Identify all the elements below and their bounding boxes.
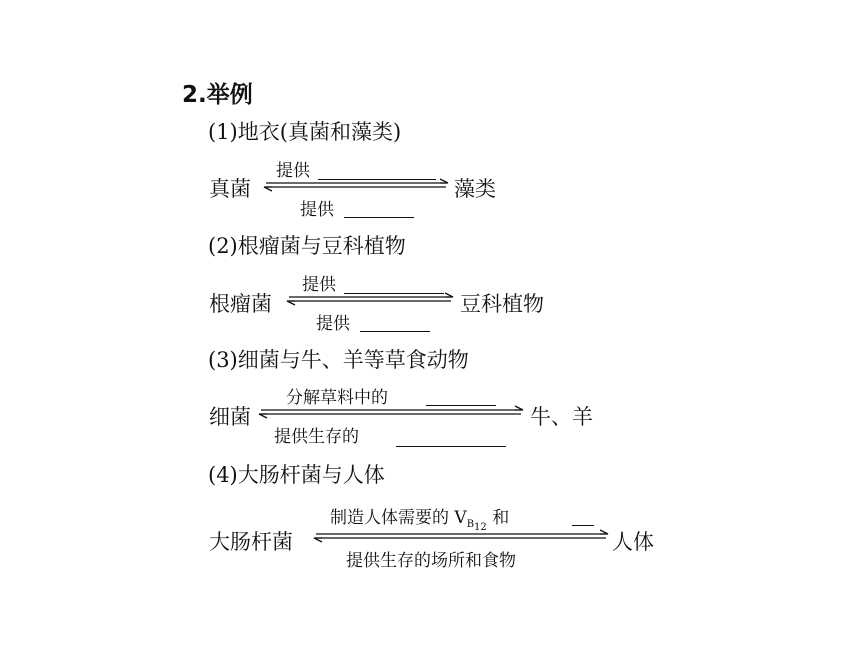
example-4-top-label-and: 和 — [492, 508, 510, 528]
example-3-right-term: 牛、羊 — [530, 405, 593, 429]
example-2-double-arrow — [285, 295, 457, 305]
example-3-bottom-blank — [396, 446, 506, 447]
vitamin-v: V — [454, 508, 467, 528]
example-1-double-arrow — [262, 181, 452, 191]
example-1-left-term: 真菌 — [209, 177, 251, 201]
example-3-top-label: 分解草料中的 — [286, 388, 388, 408]
example-4-title: (4)大肠杆菌与人体 — [208, 463, 385, 487]
example-2-top-label: 提供 — [302, 275, 336, 295]
example-3-left-term: 细菌 — [209, 405, 251, 429]
example-4-left-term: 大肠杆菌 — [209, 530, 293, 554]
example-4-double-arrow — [312, 532, 612, 542]
example-2-right-term: 豆科植物 — [460, 292, 544, 316]
example-1-top-label: 提供 — [276, 161, 310, 181]
example-1-bottom-label: 提供 — [300, 200, 334, 220]
example-2-title: (2)根瘤菌与豆科植物 — [208, 234, 406, 258]
example-3-top-blank — [426, 405, 496, 406]
example-2-bottom-blank — [360, 331, 430, 332]
vitamin-subscript — [466, 519, 487, 534]
example-4-right-term: 人体 — [612, 530, 654, 554]
example-1-bottom-blank — [344, 217, 414, 218]
example-4-top-blank — [572, 525, 594, 526]
vitamin-sub-b: B — [466, 519, 475, 531]
example-4-top-label — [330, 503, 509, 533]
example-2-left-term: 根瘤菌 — [209, 292, 272, 316]
example-1-top-blank — [318, 179, 436, 180]
example-4-top-label-text: 制造人体需要的 — [330, 508, 449, 528]
example-3-bottom-label: 提供生存的 — [274, 427, 359, 447]
example-4-bottom-label: 提供生存的场所和食物 — [346, 551, 516, 571]
example-3-double-arrow — [257, 408, 527, 418]
example-3-title: (3)细菌与牛、羊等草食动物 — [208, 348, 469, 372]
example-2-bottom-label: 提供 — [316, 314, 350, 334]
example-2-top-blank — [344, 293, 444, 294]
vitamin-sub-12: 12 — [474, 522, 487, 534]
example-1-title: (1)地衣(真菌和藻类) — [208, 120, 402, 144]
section-heading: 2.举例 — [182, 82, 253, 108]
example-1-right-term: 藻类 — [454, 177, 496, 201]
